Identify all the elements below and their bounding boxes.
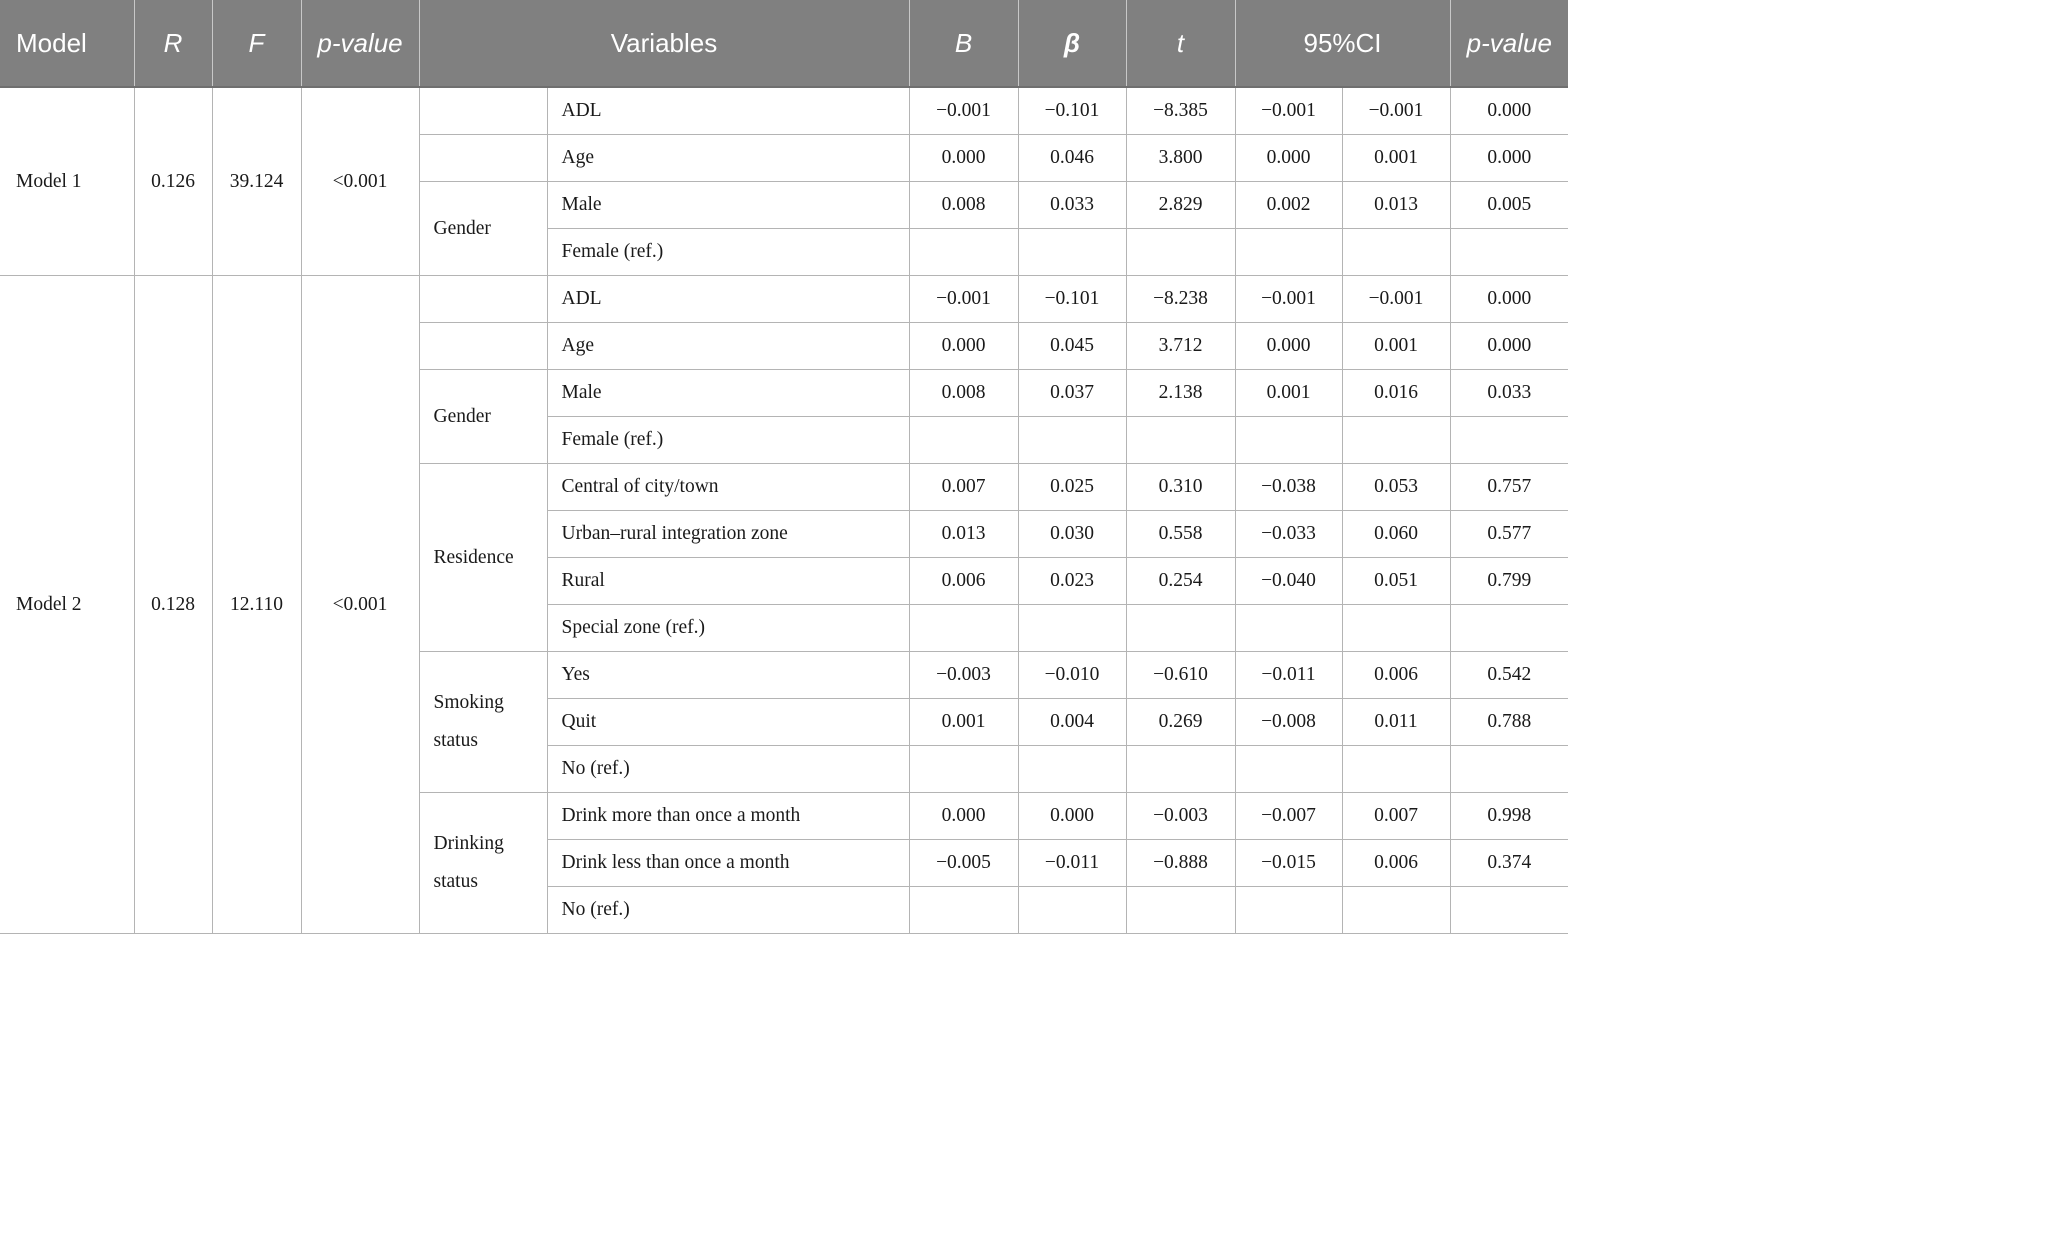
value-t: 3.712 xyxy=(1126,323,1235,370)
value-beta: 0.037 xyxy=(1018,370,1126,417)
variable-name: Rural xyxy=(547,558,909,605)
model-2-p: <0.001 xyxy=(301,276,419,934)
value-ci-low: −0.001 xyxy=(1235,87,1342,135)
group-cell xyxy=(419,135,547,182)
value-t xyxy=(1126,605,1235,652)
value-ci-low xyxy=(1235,605,1342,652)
value-ci-low: −0.033 xyxy=(1235,511,1342,558)
value-t: 0.310 xyxy=(1126,464,1235,511)
value-ci-high: −0.001 xyxy=(1342,87,1450,135)
header-p-value: p-value xyxy=(301,0,419,87)
value-p: 0.000 xyxy=(1450,276,1568,323)
value-beta: 0.045 xyxy=(1018,323,1126,370)
value-t: −8.238 xyxy=(1126,276,1235,323)
value-t: −0.003 xyxy=(1126,793,1235,840)
value-ci-low xyxy=(1235,417,1342,464)
value-beta: 0.025 xyxy=(1018,464,1126,511)
value-p: 0.799 xyxy=(1450,558,1568,605)
variable-name: Age xyxy=(547,323,909,370)
value-b: 0.008 xyxy=(909,182,1018,229)
variable-name: Central of city/town xyxy=(547,464,909,511)
value-ci-high: 0.016 xyxy=(1342,370,1450,417)
header-r: R xyxy=(134,0,212,87)
value-ci-high: 0.006 xyxy=(1342,652,1450,699)
value-beta: 0.030 xyxy=(1018,511,1126,558)
header-95-ci: 95%CI xyxy=(1235,0,1450,87)
value-ci-low: 0.000 xyxy=(1235,323,1342,370)
value-b: 0.000 xyxy=(909,135,1018,182)
value-beta: 0.004 xyxy=(1018,699,1126,746)
value-b: 0.000 xyxy=(909,323,1018,370)
value-ci-high xyxy=(1342,229,1450,276)
model-2-f: 12.110 xyxy=(212,276,301,934)
variable-name: Female (ref.) xyxy=(547,229,909,276)
variable-name: ADL xyxy=(547,87,909,135)
value-ci-high: 0.060 xyxy=(1342,511,1450,558)
value-beta xyxy=(1018,605,1126,652)
group-cell xyxy=(419,323,547,370)
value-ci-high xyxy=(1342,417,1450,464)
model-2-name: Model 2 xyxy=(0,276,134,934)
value-t: −0.610 xyxy=(1126,652,1235,699)
value-beta: −0.010 xyxy=(1018,652,1126,699)
value-beta: −0.011 xyxy=(1018,840,1126,887)
variable-name: Male xyxy=(547,182,909,229)
value-beta xyxy=(1018,887,1126,934)
value-ci-high: 0.001 xyxy=(1342,135,1450,182)
value-t: −8.385 xyxy=(1126,87,1235,135)
group-cell xyxy=(419,87,547,135)
value-ci-low xyxy=(1235,229,1342,276)
group-residence: Residence xyxy=(419,464,547,652)
value-ci-low: 0.001 xyxy=(1235,370,1342,417)
value-p: 0.788 xyxy=(1450,699,1568,746)
model-2-r: 0.128 xyxy=(134,276,212,934)
value-ci-low xyxy=(1235,887,1342,934)
value-b: 0.001 xyxy=(909,699,1018,746)
value-p xyxy=(1450,887,1568,934)
value-ci-low xyxy=(1235,746,1342,793)
table-row xyxy=(0,87,1568,135)
header-t: t xyxy=(1126,0,1235,87)
value-ci-low: −0.040 xyxy=(1235,558,1342,605)
value-p: 0.577 xyxy=(1450,511,1568,558)
table-row xyxy=(0,276,1568,323)
value-beta xyxy=(1018,746,1126,793)
value-beta xyxy=(1018,229,1126,276)
value-beta: 0.000 xyxy=(1018,793,1126,840)
variable-name: Special zone (ref.) xyxy=(547,605,909,652)
model-1-p: <0.001 xyxy=(301,87,419,276)
variable-name: Yes xyxy=(547,652,909,699)
value-ci-low: 0.000 xyxy=(1235,135,1342,182)
variable-name: Drink less than once a month xyxy=(547,840,909,887)
value-ci-high: −0.001 xyxy=(1342,276,1450,323)
value-t xyxy=(1126,887,1235,934)
value-b: −0.001 xyxy=(909,276,1018,323)
value-p: 0.000 xyxy=(1450,135,1568,182)
value-p: 0.998 xyxy=(1450,793,1568,840)
value-beta: 0.023 xyxy=(1018,558,1126,605)
variable-name: Drink more than once a month xyxy=(547,793,909,840)
value-ci-low: −0.011 xyxy=(1235,652,1342,699)
value-beta: −0.101 xyxy=(1018,87,1126,135)
model-1-f: 39.124 xyxy=(212,87,301,276)
value-t xyxy=(1126,417,1235,464)
value-b: 0.008 xyxy=(909,370,1018,417)
value-t: 0.558 xyxy=(1126,511,1235,558)
value-ci-low: −0.008 xyxy=(1235,699,1342,746)
value-ci-high xyxy=(1342,746,1450,793)
table-header xyxy=(0,0,1568,87)
value-beta xyxy=(1018,417,1126,464)
value-b: 0.007 xyxy=(909,464,1018,511)
header-model: Model xyxy=(0,0,134,87)
value-t: 0.254 xyxy=(1126,558,1235,605)
variable-name: No (ref.) xyxy=(547,746,909,793)
value-p: 0.374 xyxy=(1450,840,1568,887)
variable-name: ADL xyxy=(547,276,909,323)
group-smoking-status: Smoking status xyxy=(419,652,547,793)
value-ci-high: 0.051 xyxy=(1342,558,1450,605)
variable-name: Urban–rural integration zone xyxy=(547,511,909,558)
value-ci-high xyxy=(1342,605,1450,652)
value-p: 0.033 xyxy=(1450,370,1568,417)
value-t: 3.800 xyxy=(1126,135,1235,182)
value-b: −0.001 xyxy=(909,87,1018,135)
value-ci-high: 0.007 xyxy=(1342,793,1450,840)
group-drinking-status: Drinking status xyxy=(419,793,547,934)
group-gender: Gender xyxy=(419,370,547,464)
value-ci-low: −0.038 xyxy=(1235,464,1342,511)
value-b xyxy=(909,417,1018,464)
value-p xyxy=(1450,605,1568,652)
value-t: 2.829 xyxy=(1126,182,1235,229)
value-beta: −0.101 xyxy=(1018,276,1126,323)
value-p xyxy=(1450,417,1568,464)
value-t: 0.269 xyxy=(1126,699,1235,746)
variable-name: Age xyxy=(547,135,909,182)
header-variables: Variables xyxy=(419,0,909,87)
value-p: 0.542 xyxy=(1450,652,1568,699)
value-t xyxy=(1126,229,1235,276)
value-ci-high: 0.053 xyxy=(1342,464,1450,511)
value-ci-low: 0.002 xyxy=(1235,182,1342,229)
group-cell xyxy=(419,276,547,323)
value-b xyxy=(909,605,1018,652)
value-p xyxy=(1450,746,1568,793)
value-b: −0.005 xyxy=(909,840,1018,887)
value-ci-low: −0.015 xyxy=(1235,840,1342,887)
value-t xyxy=(1126,746,1235,793)
value-ci-high: 0.006 xyxy=(1342,840,1450,887)
model-1-r: 0.126 xyxy=(134,87,212,276)
variable-name: Quit xyxy=(547,699,909,746)
value-p: 0.757 xyxy=(1450,464,1568,511)
value-b xyxy=(909,229,1018,276)
value-b: 0.013 xyxy=(909,511,1018,558)
value-ci-high xyxy=(1342,887,1450,934)
value-b: 0.006 xyxy=(909,558,1018,605)
value-p: 0.005 xyxy=(1450,182,1568,229)
value-beta: 0.033 xyxy=(1018,182,1126,229)
value-beta: 0.046 xyxy=(1018,135,1126,182)
value-b xyxy=(909,746,1018,793)
value-ci-high: 0.011 xyxy=(1342,699,1450,746)
value-b: −0.003 xyxy=(909,652,1018,699)
header-f: F xyxy=(212,0,301,87)
header-b: B xyxy=(909,0,1018,87)
value-p xyxy=(1450,229,1568,276)
variable-name: Male xyxy=(547,370,909,417)
value-b xyxy=(909,887,1018,934)
header-beta: β xyxy=(1018,0,1126,87)
table-body xyxy=(0,87,1568,934)
value-ci-high: 0.001 xyxy=(1342,323,1450,370)
header-p-value-2: p-value xyxy=(1450,0,1568,87)
value-ci-low: −0.001 xyxy=(1235,276,1342,323)
variable-name: Female (ref.) xyxy=(547,417,909,464)
model-1-name: Model 1 xyxy=(0,87,134,276)
value-t: −0.888 xyxy=(1126,840,1235,887)
group-gender: Gender xyxy=(419,182,547,276)
value-t: 2.138 xyxy=(1126,370,1235,417)
variable-name: No (ref.) xyxy=(547,887,909,934)
value-b: 0.000 xyxy=(909,793,1018,840)
value-p: 0.000 xyxy=(1450,87,1568,135)
value-p: 0.000 xyxy=(1450,323,1568,370)
value-ci-low: −0.007 xyxy=(1235,793,1342,840)
value-ci-high: 0.013 xyxy=(1342,182,1450,229)
